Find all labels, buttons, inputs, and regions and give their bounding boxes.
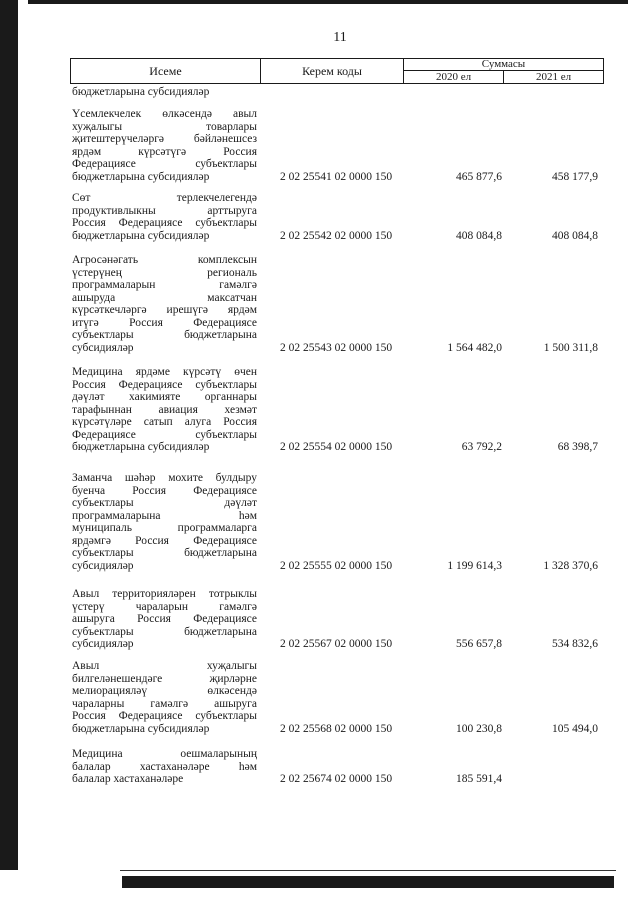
row-name-line: продуктивлыкны арттыруга (72, 204, 257, 217)
row-value-2021: 1 328 370,6 (543, 559, 598, 572)
scan-edge-line (120, 870, 616, 871)
table-row (72, 660, 608, 735)
row-name-line: чараларны гамәлгә ашыруга (72, 697, 257, 710)
row-name-line: ярдәмгә Россия Федерациясе (72, 534, 257, 547)
row-name (72, 588, 257, 651)
row-value-2020: 408 084,8 (456, 229, 502, 242)
row-name-line: программаларын гамәлгә (72, 279, 257, 291)
row-name (72, 472, 257, 572)
row-name-line: үстерүнең региональ (72, 266, 257, 279)
row-name (72, 254, 257, 354)
row-name-line: муниципаль программаларга (72, 522, 257, 534)
row-name-line: субъектлары бюджетларына (72, 547, 257, 559)
row-value-2021: 105 494,0 (552, 722, 598, 735)
row-name-line: хуҗалыгы товарлары (72, 120, 257, 133)
row-name-line: Агросәнәгать комплексын (72, 254, 257, 266)
row-name-line: буенча Россия Федерациясе (72, 484, 257, 497)
row-name-line: бюджетларына субсидияләр (72, 722, 210, 735)
row-name-line: бюджетларына субсидияләр (72, 441, 210, 453)
row-name-line: ашыруда максатчан (72, 291, 257, 304)
row-name-line: субсидияләр (72, 638, 134, 650)
row-name-line: Россия Федерациясе субъектлары (72, 217, 257, 229)
row-name-line: субъектлары дәүләт (72, 497, 257, 509)
row-code: 2 02 25554 02 0000 150 (280, 441, 393, 453)
row-name-line: бюджетларына субсидияләр (72, 86, 210, 98)
row-name-line: субъектлары бюджетларына (72, 329, 257, 341)
row-value-2021: 458 177,9 (552, 170, 598, 183)
row-value-2021: 68 398,7 (557, 441, 598, 453)
table-header (70, 58, 604, 84)
row-name-line: балалар хастаханәләре (72, 773, 184, 785)
scan-edge-bottom (122, 876, 614, 888)
row-name-line: Медицина оешмаларының (72, 748, 257, 760)
row-name-line: билгеләнешендәге җирләрне (72, 672, 257, 685)
row-name (72, 86, 257, 99)
table-row (72, 86, 608, 99)
table-row (72, 254, 608, 354)
row-name-line: җитештерүчеләргә бәйләнешсез (72, 133, 257, 145)
row-name-line: программаларына һәм (72, 509, 257, 522)
table-row (72, 192, 608, 242)
row-value-2021: 534 832,6 (552, 638, 598, 650)
table-row (72, 366, 608, 454)
row-name-line: үстерү чараларын гамәлгә (72, 600, 257, 613)
row-name-line: итүгә Россия Федерациясе (72, 316, 257, 329)
table-row (72, 588, 608, 651)
row-value-2020: 465 877,6 (456, 170, 502, 183)
row-value-2021: 1 500 311,8 (543, 341, 598, 354)
row-name-line: Федерациясе субъектлары (72, 428, 257, 441)
table-row (72, 472, 608, 572)
row-name (72, 192, 257, 242)
row-name-line: Авыл хуҗалыгы (72, 660, 257, 672)
scan-edge-left (0, 0, 18, 870)
row-name-line: дәүләт хакимияте органнары (72, 391, 257, 403)
row-name-line: мелиорацияләү өлкәсендә (72, 685, 257, 697)
row-code: 2 02 25542 02 0000 150 (280, 229, 393, 242)
row-name-line: Заманча шәһәр мохите булдыру (72, 472, 257, 484)
row-value-2020: 1 564 482,0 (447, 341, 502, 354)
row-name-line: Үсемлекчелек өлкәсендә авыл (72, 108, 257, 120)
row-code: 2 02 25568 02 0000 150 (280, 722, 393, 735)
row-name-line: Федерациясе субъектлары (72, 158, 257, 170)
row-name-line: балалар хастаханәләре һәм (72, 760, 257, 773)
header-code: Керем коды (260, 58, 404, 84)
page-number: 11 (333, 30, 347, 45)
row-code: 2 02 25567 02 0000 150 (280, 638, 393, 650)
scan-edge-top (28, 0, 628, 4)
row-name-line: Медицина ярдәме күрсәтү өчен (72, 366, 257, 378)
header-year-2020: 2020 ел (403, 70, 504, 84)
row-code: 2 02 25555 02 0000 150 (280, 559, 393, 572)
row-code: 2 02 25543 02 0000 150 (280, 341, 393, 354)
row-value-2020: 100 230,8 (456, 722, 502, 735)
row-name-line: күрсәткечләргә ирешүгә ярдәм (72, 304, 257, 316)
row-value-2021: 408 084,8 (552, 229, 598, 242)
row-value-2020: 185 591,4 (456, 773, 502, 785)
row-name (72, 108, 257, 183)
row-name-line: Россия Федерациясе субъектлары (72, 710, 257, 722)
row-name-line: бюджетларына субсидияләр (72, 229, 210, 242)
header-name: Исеме (70, 58, 261, 84)
row-name (72, 748, 257, 786)
row-name-line: ашыруга Россия Федерациясе (72, 613, 257, 625)
row-name-line: Авыл территорияләрен тотрыклы (72, 588, 257, 600)
table-row (72, 748, 608, 786)
row-name-line: күрсәтүләре сатып алуга Россия (72, 416, 257, 428)
row-code: 2 02 25674 02 0000 150 (280, 773, 393, 785)
row-name-line: субсидияләр (72, 341, 134, 354)
row-value-2020: 63 792,2 (461, 441, 502, 453)
row-name-line: тарафыннан авиация хезмәт (72, 403, 257, 416)
row-name-line: Россия Федерациясе субъектлары (72, 378, 257, 391)
row-value-2020: 1 199 614,3 (447, 559, 502, 572)
row-name (72, 660, 257, 735)
row-code: 2 02 25541 02 0000 150 (280, 170, 393, 183)
table-row (72, 108, 608, 183)
row-name (72, 366, 257, 454)
row-name-line: Сөт терлекчелегендә (72, 192, 257, 204)
row-name-line: ярдәм күрсәтүгә Россия (72, 145, 257, 158)
header-year-2021: 2021 ел (503, 70, 604, 84)
row-name-line: бюджетларына субсидияләр (72, 170, 210, 183)
row-name-line: субъектлары бюджетларына (72, 625, 257, 638)
row-name-line: субсидияләр (72, 559, 134, 572)
row-value-2020: 556 657,8 (456, 638, 502, 650)
header-sum: Суммасы (403, 58, 604, 71)
